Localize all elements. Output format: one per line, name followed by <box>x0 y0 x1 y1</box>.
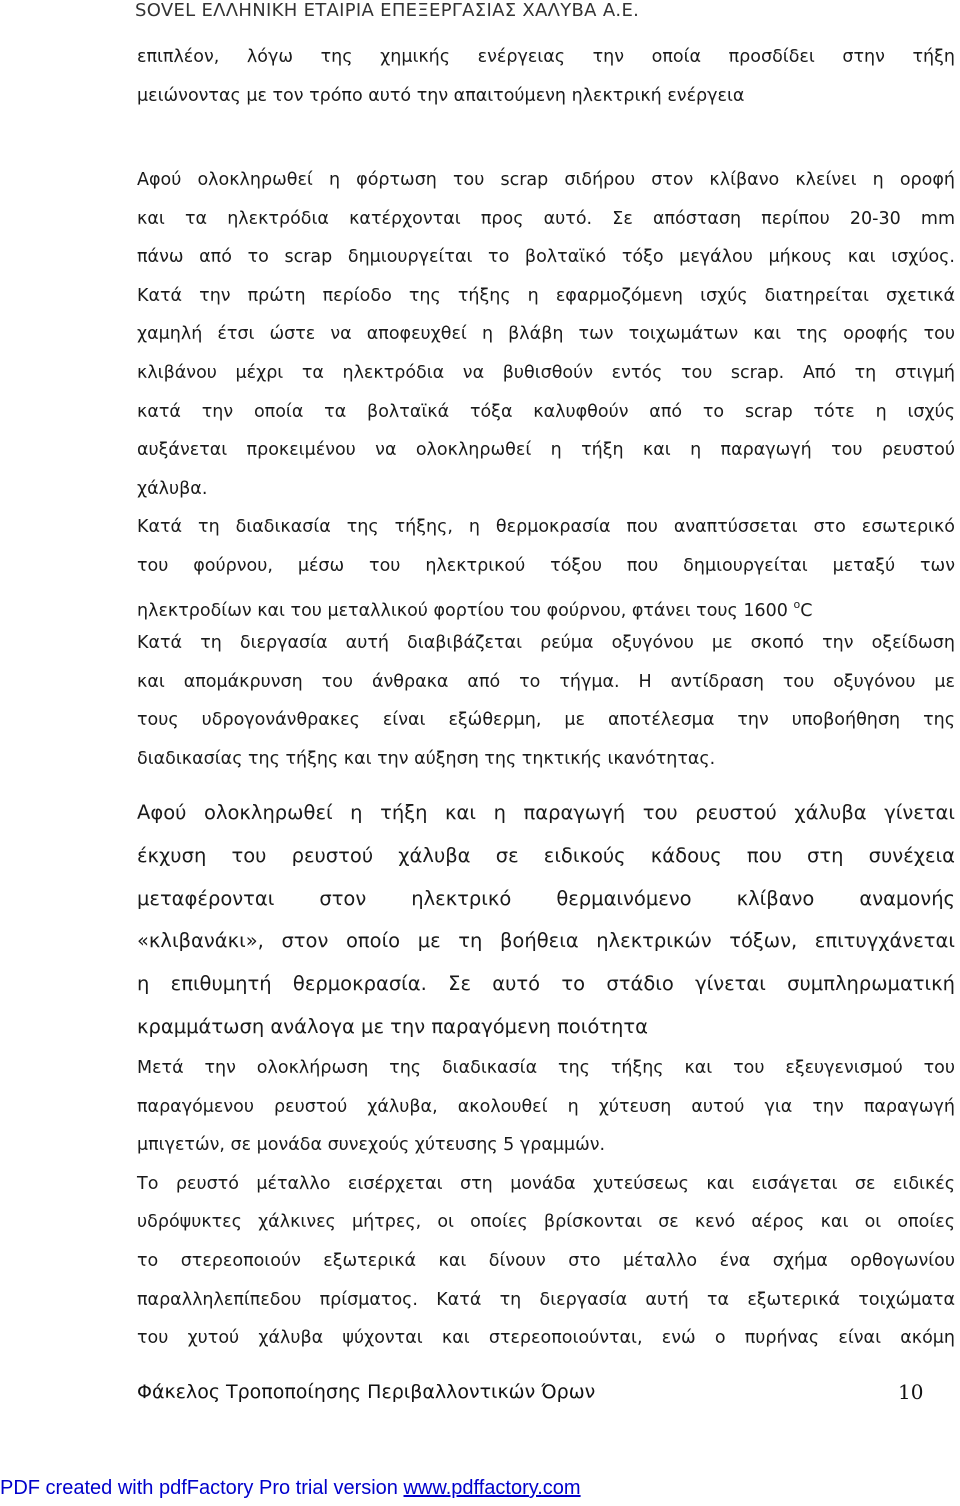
text-line: χάλυβα. <box>137 478 208 499</box>
paragraph-2 <box>137 161 955 779</box>
text-line: Αφού ολοκληρωθεί η τήξη και η παραγωγή του ρευστού χάλυβα γίνεται <box>137 801 955 824</box>
text-line: υδρόψυκτες χάλκινες μήτρες, οι οποίες βρίσκονται σε κενό αέρος και οι οποίες <box>137 1212 955 1233</box>
text-line: το στερεοποιούν εξωτερικά και δίνουν στο μέταλλο ένα σχήμα ορθογωνίου <box>137 1250 955 1271</box>
text-line: Αφού ολοκληρωθεί η φόρτωση του scrap σιδήρου στον κλίβανο κλείνει η οροφή <box>137 170 955 190</box>
text-line: χαμηλή έτσι ώστε να αποφευχθεί η βλάβη των τοιχωμάτων και της οροφής του <box>137 324 955 345</box>
paragraph-1 <box>137 38 955 115</box>
footer-title: Φάκελος Τροποποίησης Περιβαλλοντικών Όρων <box>137 1381 596 1403</box>
paragraph-4 <box>137 1049 955 1358</box>
text-line: Κατά τη διαδικασία της τήξης, η θερμοκρασία που αναπτύσσεται στο εσωτερικό <box>137 517 955 538</box>
text-line: διαδικασίας της τήξης και την αύξηση της τηκτικής ικανότητας. <box>137 748 716 769</box>
text-line: Μετά την ολοκλήρωση της διαδικασία της τήξης και του εξευγενισμού του <box>137 1058 955 1078</box>
text-line: κραμμάτωση ανάλογα με την παραγόμενη ποιότητα <box>137 1014 648 1038</box>
text-line: πάνω από το scrap δημιουργείται το βολταϊκό τόξο μεγάλου μήκους και ισχύος. <box>137 247 955 268</box>
text-line: η επιθυμητή θερμοκρασία. Σε αυτό το στάδιο γίνεται συμπληρωματική <box>137 972 955 996</box>
temperature-line-text: ηλεκτροδίων και του μεταλλικού φορτίου του φούρνου, φτάνει τους 1600 <box>137 600 794 621</box>
pdffactory-link[interactable]: www.pdffactory.com <box>403 1477 581 1499</box>
text-line: Το ρευστό μέταλλο εισέρχεται στη μονάδα χυτεύσεως και εισάγεται σε ειδικές <box>137 1173 955 1194</box>
text-line: έκχυση του ρευστού χάλυβα σε ειδικούς κάδους που στη συνέχεια <box>137 843 955 867</box>
page-number: 10 <box>898 1380 924 1404</box>
pdf-banner-text: PDF created with pdfFactory Pro trial version <box>0 1477 404 1499</box>
pdf-creator-banner <box>0 1477 581 1500</box>
text-line: τους υδρογονάνθρακες είναι εξώθερμη, με αποτέλεσμα την υποβοήθηση της <box>137 710 955 731</box>
degree-sign: o <box>793 597 801 611</box>
text-line: του φούρνου, μέσω του ηλεκτρικού τόξου που δημιουργείται μεταξύ των <box>137 555 955 576</box>
text-line: επιπλέον, λόγω της χημικής ενέργειας την οποία προσδίδει στην τήξη <box>137 47 955 67</box>
text-line: και απομάκρυνση του άνθρακα από το τήγμα. Η αντίδραση του οξυγόνου με <box>137 671 955 692</box>
text-line: κατά την οποία τα βολταϊκά τόξα καλυφθούν από το scrap τότε η ισχύς <box>137 401 955 422</box>
text-line: Κατά την πρώτη περίοδο της τήξης η εφαρμοζόμενη ισχύς διατηρείται σχετικά <box>137 285 955 306</box>
text-line <box>137 586 955 625</box>
text-line: μπιγετών, σε μονάδα συνεχούς χύτευσης 5 γραμμών. <box>137 1135 606 1156</box>
text-line: «κλιβανάκι», στον οποίο με τη βοήθεια ηλεκτρικών τόξων, επιτυγχάνεται <box>137 929 955 953</box>
text-line: παραλληλεπίπεδου πρίσματος. Κατά τη διεργασία αυτή τα εξωτερικά τοιχώματα <box>137 1289 955 1310</box>
text-line: και τα ηλεκτρόδια κατέρχονται προς αυτό. Σε απόσταση περίπου 20-30 mm <box>137 208 955 229</box>
document-header: SOVEL ΕΛΛΗΝΙΚΗ ΕΤΑΙΡΙΑ ΕΠΕΞΕΡΓΑΣΙΑΣ ΧΑΛΥΒΑ Α.Ε. <box>135 0 640 21</box>
text-line: αυξάνεται προκειμένου να ολοκληρωθεί η τήξη και η παραγωγή του ρευστού <box>137 440 955 461</box>
text-line: μειώνοντας με τον τρόπο αυτό την απαιτούμενη ηλεκτρική ενέργεια <box>137 85 745 106</box>
text-line: παραγόμενου ρευστού χάλυβα, ακολουθεί η χύτευση αυτού για την παραγωγή <box>137 1096 955 1117</box>
paragraph-3 <box>137 792 955 1049</box>
temperature-unit: C <box>800 600 813 621</box>
text-line: του χυτού χάλυβα ψύχονται και στερεοποιούνται, ενώ ο πυρήνας είναι ακόμη <box>137 1328 955 1349</box>
text-line: Κατά τη διεργασία αυτή διαβιβάζεται ρεύμα οξυγόνου με σκοπό την οξείδωση <box>137 633 955 654</box>
text-line: μεταφέρονται στον ηλεκτρικό θερμαινόμενο κλίβανο αναμονής <box>137 886 955 910</box>
text-line: κλιβάνου μέχρι τα ηλεκτρόδια να βυθισθούν εντός του scrap. Από τη στιγμή <box>137 362 955 383</box>
